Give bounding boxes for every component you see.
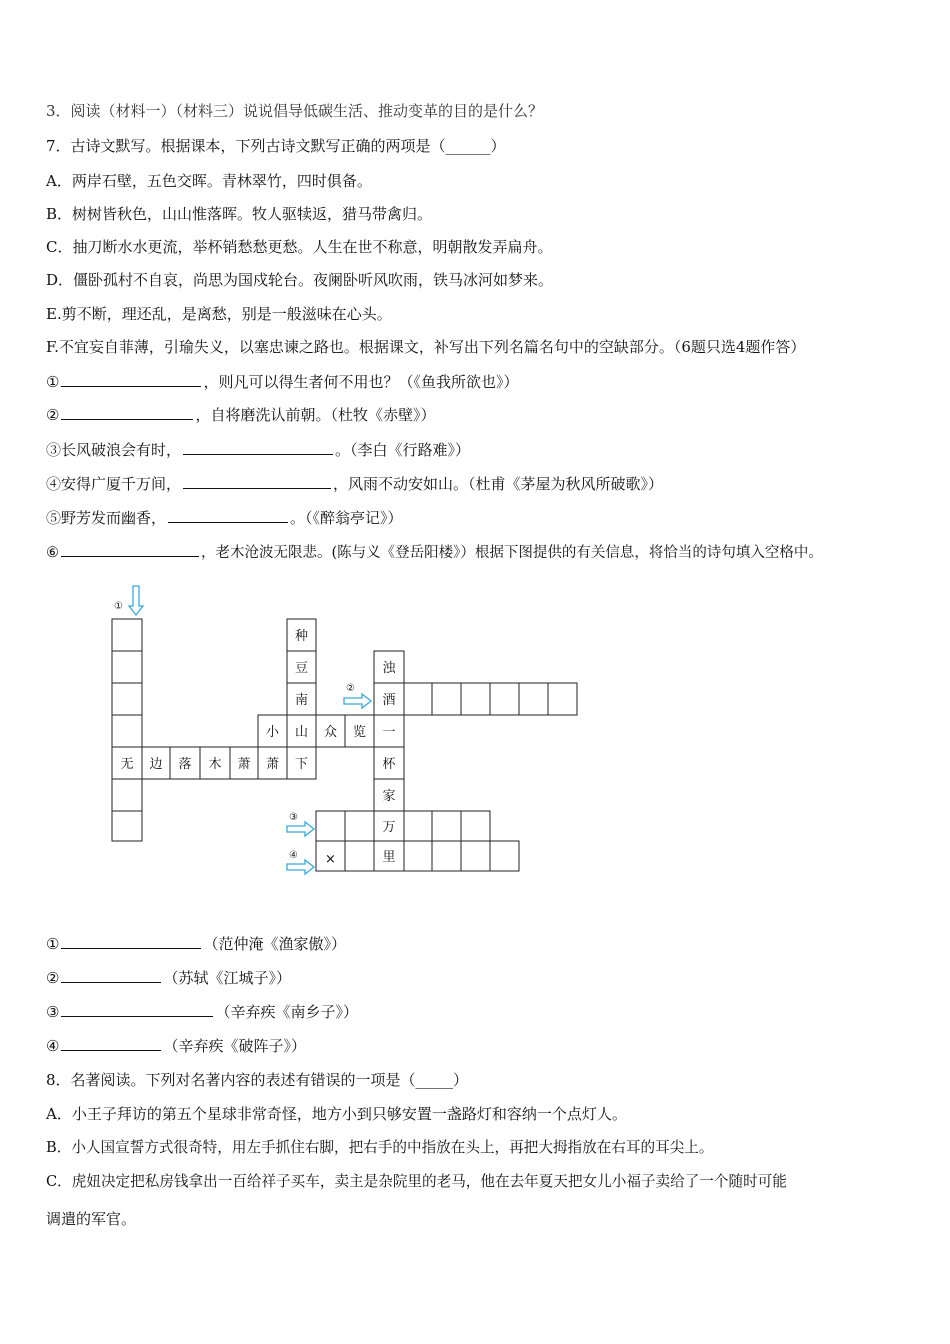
crossword-cell[interactable] bbox=[112, 811, 142, 841]
answer-blank[interactable] bbox=[61, 1001, 213, 1017]
crossword-letter: 杯 bbox=[382, 757, 396, 772]
crossword-cell[interactable] bbox=[490, 683, 519, 715]
q8-option-c-continued: 调遣的军官。 bbox=[46, 1210, 137, 1228]
answer-suffix: （苏轼《江城子》） bbox=[163, 969, 291, 987]
answer-suffix: （辛弃疾《破阵子》） bbox=[163, 1037, 306, 1055]
crossword-letter: 南 bbox=[294, 693, 309, 708]
crossword-letter: 萧 bbox=[265, 757, 280, 772]
answer-blank[interactable] bbox=[61, 1035, 161, 1051]
crossword-cell[interactable] bbox=[112, 683, 142, 715]
answer-suffix: （范仲淹《渔家傲》） bbox=[203, 935, 346, 953]
answer-prefix: ① bbox=[46, 935, 60, 953]
marker-3: ③ bbox=[289, 812, 298, 823]
option-c: C．抽刀断水水更流，举杯销愁愁更愁。人生在世不称意，明朝散发弄扁舟。 bbox=[46, 238, 553, 256]
fill-item-suffix: ，自将磨洗认前朝。（杜牧《赤壁》） bbox=[195, 406, 436, 424]
crossword-cell[interactable] bbox=[112, 619, 142, 651]
fill-item-suffix: ，风雨不动安如山。（杜甫《茅屋为秋风所破歌》） bbox=[333, 475, 664, 493]
question-7-title: 7．古诗文默写。根据课本，下列古诗文默写正确的两项是（______） bbox=[46, 137, 506, 155]
crossword-letter: 豆 bbox=[294, 661, 309, 676]
fill-item-prefix: ① bbox=[46, 373, 60, 391]
crossword-letter: 边 bbox=[149, 757, 163, 772]
fill-item-prefix: ③长风破浪会有时， bbox=[46, 441, 182, 459]
marker-1: ① bbox=[114, 601, 123, 612]
marker-2: ② bbox=[346, 683, 355, 694]
arrow-icon bbox=[344, 694, 371, 708]
answer-line-3 bbox=[46, 1001, 358, 1022]
fill-item-suffix: ，老木沧波无限悲。(陈与义《登岳阳楼》）根据下图提供的有关信息，将恰当的诗句填入空格中。 bbox=[201, 545, 823, 561]
fill-item-prefix: ② bbox=[46, 406, 60, 424]
crossword-letter: 众 bbox=[323, 725, 338, 740]
crossword-cell[interactable] bbox=[404, 811, 432, 841]
option-d: D．僵卧孤村不自哀，尚思为国戍轮台。夜阑卧听风吹雨，铁马冰河如梦来。 bbox=[46, 271, 554, 289]
option-e: E.剪不断，理还乱，是离愁，别是一般滋味在心头。 bbox=[46, 305, 392, 323]
crossword-letter: 里 bbox=[382, 850, 396, 865]
answer-prefix: ③ bbox=[46, 1003, 60, 1021]
answer-blank[interactable] bbox=[61, 967, 161, 983]
fill-item-suffix: 。（李白《行路难》） bbox=[335, 441, 471, 459]
crossword-letter: 浊 bbox=[382, 661, 396, 676]
answer-line-1 bbox=[46, 933, 346, 954]
q8-option-a: A．小王子拜访的第五个星球非常奇怪，地方小到只够安置一盏路灯和容纳一个点灯人。 bbox=[46, 1105, 627, 1123]
fill-item-suffix: 。（《醉翁亭记》） bbox=[290, 509, 403, 527]
crossword-cell[interactable] bbox=[112, 651, 142, 683]
crossword-letter: 下 bbox=[294, 757, 309, 772]
arrow-icon bbox=[129, 586, 143, 615]
answer-line-2 bbox=[46, 967, 291, 988]
crossword-letter: 一 bbox=[382, 725, 396, 740]
crossword-letter: 酒 bbox=[382, 693, 396, 708]
crossword-cell[interactable] bbox=[432, 683, 461, 715]
crossword-cell[interactable] bbox=[345, 841, 374, 871]
crossword-letter: 山 bbox=[294, 725, 309, 740]
arrow-icon bbox=[287, 860, 314, 874]
crossword-cell[interactable] bbox=[404, 841, 432, 871]
crossword-letter: 览 bbox=[352, 725, 367, 740]
marker-4: ④ bbox=[289, 850, 298, 861]
crossword-cell[interactable] bbox=[548, 683, 577, 715]
crossword-cell[interactable] bbox=[316, 811, 345, 841]
question-8-title: 8．名著阅读。下列对名著内容的表述有错误的一项是（_____） bbox=[46, 1071, 469, 1089]
crossword-grid bbox=[112, 619, 577, 871]
option-a: A．两岸石壁，五色交晖。青林翠竹，四时俱备。 bbox=[46, 172, 372, 190]
answer-suffix: （辛弃疾《南乡子》） bbox=[215, 1003, 358, 1021]
crossword-cell[interactable] bbox=[461, 811, 490, 841]
crossword-cell[interactable] bbox=[519, 683, 548, 715]
fill-item-prefix: ⑥ bbox=[46, 545, 59, 561]
q8-option-b: B．小人国宣誓方式很奇特，用左手抓住右脚，把右手的中指放在头上，再把大拇指放在右耳的耳尖上。 bbox=[46, 1139, 714, 1156]
crossword-cell[interactable] bbox=[112, 715, 142, 747]
option-f: F.不宜妄自菲薄，引瑜失义，以塞忠谏之路也。根据课文，补写出下列名篇名句中的空缺部分。（6题只选4题作答） bbox=[46, 338, 806, 356]
crossword-letter: 小 bbox=[265, 725, 280, 740]
question-3-text: 3．阅读（材料一）（材料三）说说倡导低碳生活、推动变革的目的是什么？ bbox=[46, 102, 544, 120]
option-b: B．树树皆秋色，山山惟落晖。牧人驱犊返，猎马带禽归。 bbox=[46, 205, 433, 223]
crossword-letter: 落 bbox=[178, 757, 192, 772]
crossword-letter: 种 bbox=[294, 629, 309, 644]
fill-item-suffix: ，则凡可以得生者何不用也？（《鱼我所欲也》） bbox=[203, 373, 519, 391]
crossword-cell[interactable] bbox=[404, 683, 432, 715]
crossword-cell[interactable] bbox=[490, 841, 519, 871]
answer-line-4 bbox=[46, 1035, 306, 1056]
arrow-icon bbox=[287, 822, 314, 836]
crossword-cell[interactable] bbox=[432, 811, 461, 841]
crossword-cell[interactable] bbox=[461, 841, 490, 871]
answer-prefix: ④ bbox=[46, 1037, 60, 1055]
cross-mark: × bbox=[325, 852, 336, 867]
answer-prefix: ② bbox=[46, 969, 60, 987]
crossword-letter: 无 bbox=[120, 757, 134, 772]
crossword-cell[interactable] bbox=[432, 841, 461, 871]
fill-item-prefix: ⑤野芳发而幽香， bbox=[46, 509, 167, 527]
crossword-letter: 万 bbox=[382, 820, 396, 835]
crossword-cell[interactable] bbox=[345, 811, 374, 841]
q8-option-c: C．虎妞决定把私房钱拿出一百给祥子买车，卖主是杂院里的老马，他在去年夏天把女儿小福子卖给了一个随时可能 bbox=[46, 1173, 787, 1190]
crossword-cell[interactable] bbox=[461, 683, 490, 715]
crossword-letter: 家 bbox=[382, 789, 396, 804]
answer-blank[interactable] bbox=[61, 933, 201, 949]
crossword-letter: 萧 bbox=[237, 757, 251, 772]
fill-item-prefix: ④安得广厦千万间， bbox=[46, 475, 182, 493]
crossword-letter: 木 bbox=[208, 757, 222, 772]
crossword-cell[interactable] bbox=[112, 779, 142, 811]
